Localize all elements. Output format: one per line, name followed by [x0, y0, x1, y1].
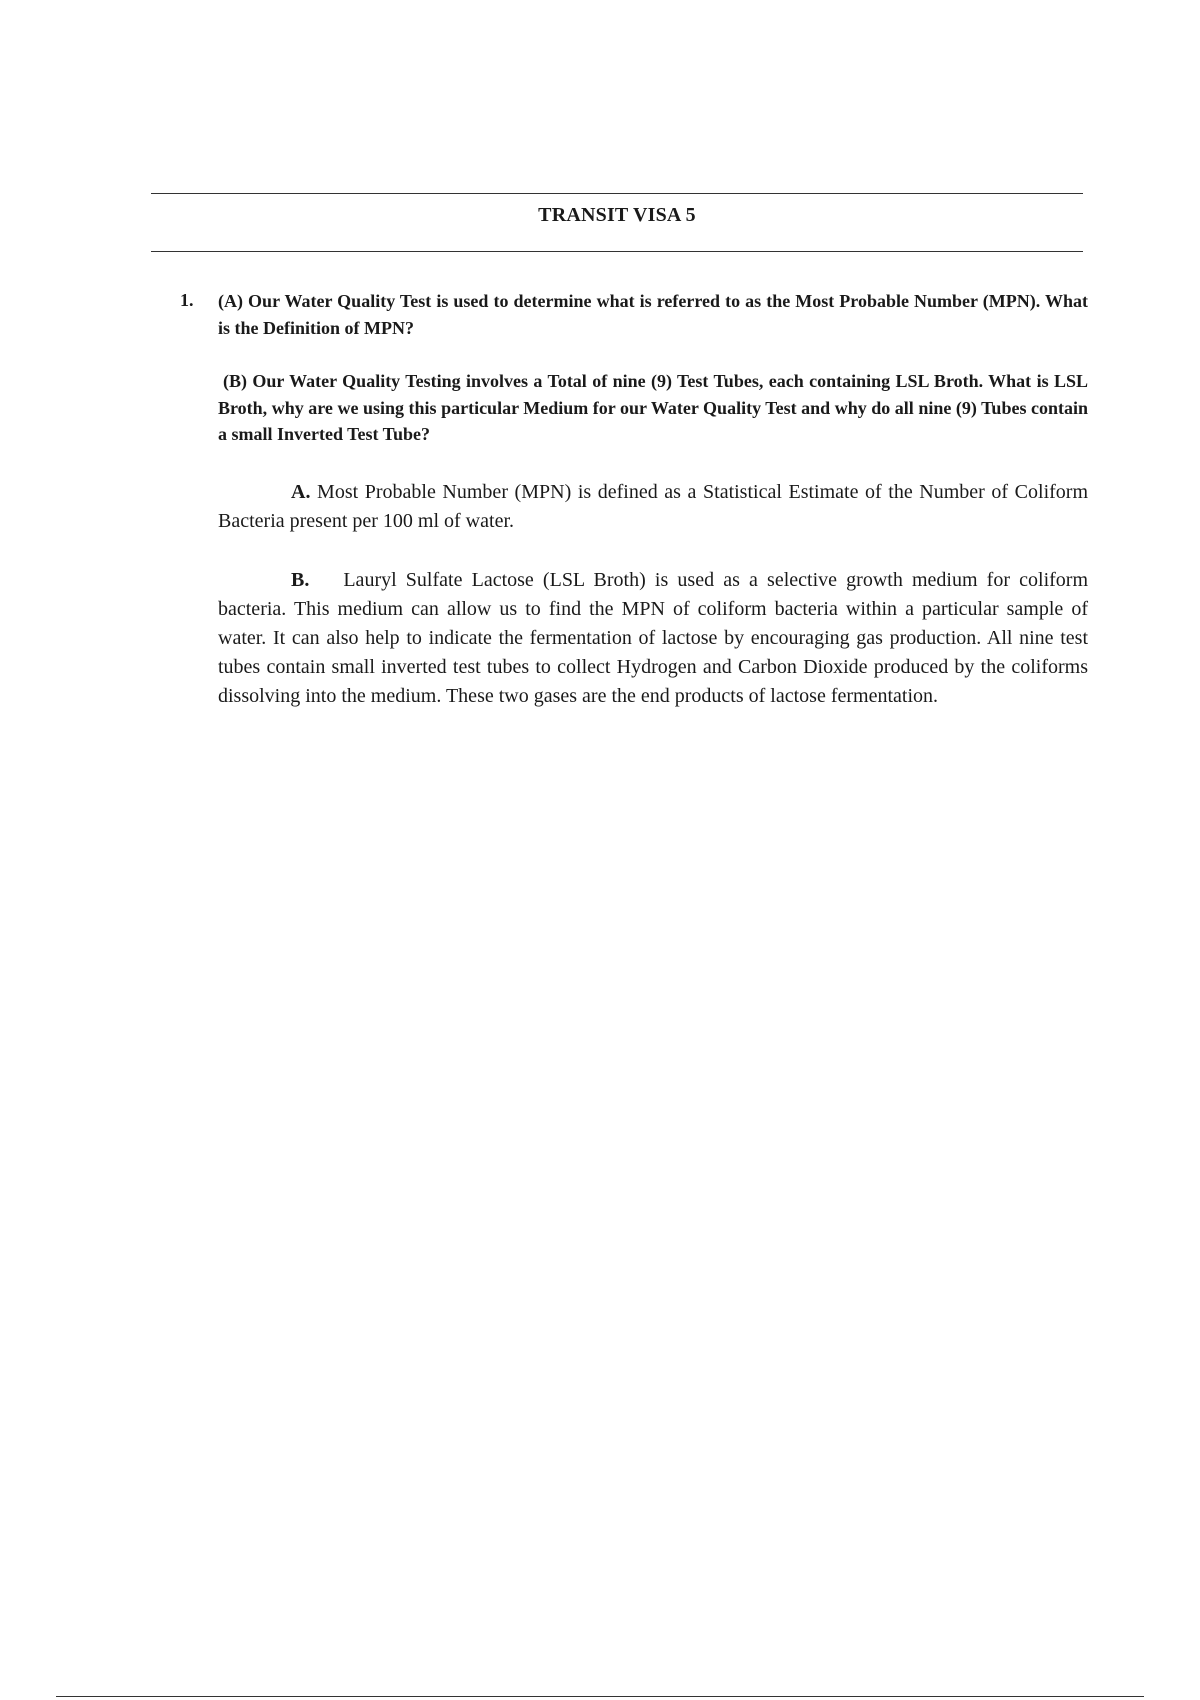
answer-b-label: B.: [291, 569, 310, 591]
answer-b: [218, 566, 1088, 711]
question-part-b: (B) Our Water Quality Testing involves a Total of nine (9) Test Tubes, each containing LSL Broth. What is LSL Broth, why are we using this particular Medium for our Water Quality Test and why do all nine (9) Tubes contain a small Inverted Test Tube?: [218, 371, 1088, 444]
answer-a: [218, 478, 1088, 536]
answer-a-text: Most Probable Number (MPN) is defined as a Statistical Estimate of the Number of Coliform Bacteria present per 100 ml of water.: [218, 481, 1089, 532]
header-rule-top: [151, 193, 1083, 194]
question-part-a: (A) Our Water Quality Test is used to determine what is referred to as the Most Probable Number (MPN). What is the Definition of MPN?: [218, 291, 1088, 338]
answer-b-text: Lauryl Sulfate Lactose (LSL Broth) is used as a selective growth medium for coliform bacteria. This medium can allow us to find the MPN of coliform bacteria within a particular sample of water. It can also help to indicate the fermentation of lactose by encouraging gas production. All nine test tubes contain small inverted test tubes to collect Hydrogen and Carbon Dioxide produced by the coliforms dissolving into the medium. These two gases are the end products of lactose fermentation.: [218, 569, 1088, 707]
page-title: TRANSIT VISA 5: [538, 204, 696, 226]
answer-a-label: A.: [291, 481, 311, 503]
footer-rule: [56, 1696, 1144, 1697]
question-number: 1.: [180, 290, 194, 310]
header-rule-bottom: [151, 251, 1083, 252]
